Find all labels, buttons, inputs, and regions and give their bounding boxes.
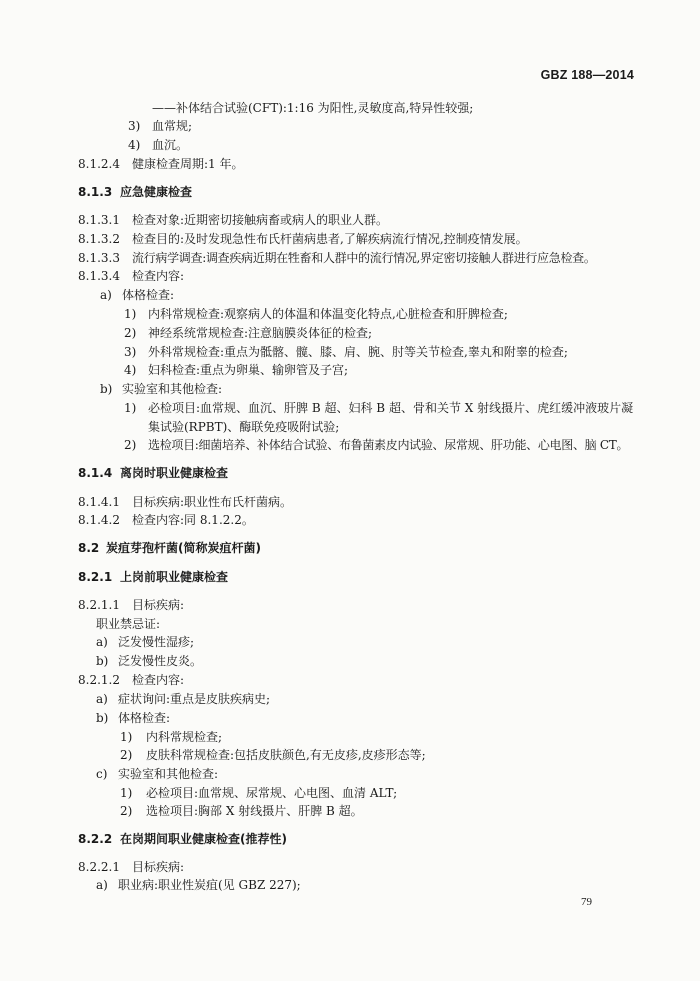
clause bbox=[78, 512, 254, 528]
item-letter: c) bbox=[96, 767, 108, 781]
clause-text: 流行病学调查:调查疾病近期在牲畜和人群中的流行情况,界定密切接触人群进行应急检查。 bbox=[132, 251, 596, 265]
list-item-continuation bbox=[148, 419, 339, 435]
item-text: 选检项目:细菌培养、补体结合试验、布鲁菌素皮内试验、尿常规、肝功能、心电图、脑 CT。 bbox=[148, 438, 629, 452]
clause bbox=[78, 231, 528, 247]
section-title: 应急健康检查 bbox=[120, 185, 193, 199]
item-letter: a) bbox=[96, 635, 108, 649]
clause-text: 目标疾病:职业性布氏杆菌病。 bbox=[132, 495, 293, 509]
item-number: 2) bbox=[120, 748, 133, 762]
item-text: 血沉。 bbox=[152, 138, 189, 152]
section-number: 8.1.3 bbox=[78, 185, 113, 199]
item-letter: b) bbox=[96, 711, 109, 725]
clause-number: 8.1.4.1 bbox=[78, 495, 120, 509]
section-number: 8.2.2 bbox=[78, 832, 113, 846]
clause bbox=[78, 859, 184, 875]
item-number: 2) bbox=[120, 804, 133, 818]
clause-number: 8.1.2.4 bbox=[78, 157, 120, 171]
clause bbox=[78, 597, 184, 613]
item-number: 3) bbox=[124, 345, 137, 359]
clause-text: 检查目的:及时发现急性布氏杆菌病患者,了解疾病流行情况,控制疫情发展。 bbox=[132, 232, 528, 246]
clause bbox=[78, 672, 184, 688]
section-title: 在岗期间职业健康检查(推荐性) bbox=[120, 832, 287, 846]
page-number: 79 bbox=[581, 896, 592, 908]
item-text: 泛发慢性湿疹; bbox=[118, 635, 195, 649]
list-item bbox=[120, 729, 222, 745]
item-text: 症状询问:重点是皮肤疾病史; bbox=[118, 692, 271, 706]
item-number: 4) bbox=[128, 138, 141, 152]
clause-text: 检查内容: bbox=[132, 673, 185, 687]
list-item bbox=[96, 710, 170, 726]
item-text: 皮肤科常规检查:包括皮肤颜色,有无皮疹,皮疹形态等; bbox=[146, 748, 426, 762]
item-text: 集试验(RPBT)、酶联免疫吸附试验; bbox=[148, 420, 340, 434]
item-number: 2) bbox=[124, 438, 137, 452]
item-text: 泛发慢性皮炎。 bbox=[118, 654, 203, 668]
item-number: 4) bbox=[124, 363, 137, 377]
clause bbox=[78, 268, 184, 284]
section-title: 离岗时职业健康检查 bbox=[120, 466, 229, 480]
item-letter: a) bbox=[100, 288, 112, 302]
item-number: 1) bbox=[120, 786, 133, 800]
item-text: 血常规; bbox=[152, 119, 193, 133]
clause-text: 健康检查周期:1 年。 bbox=[132, 157, 244, 171]
section-number: 8.2.1 bbox=[78, 570, 113, 584]
item-number: 2) bbox=[124, 326, 137, 340]
list-item bbox=[96, 634, 194, 650]
list-item bbox=[120, 747, 426, 763]
item-text: 必检项目:血常规、血沉、肝脾 B 超、妇科 B 超、骨和关节 X 射线摄片、虎红缓冲液玻片凝 bbox=[148, 401, 634, 415]
clause-number: 8.2.2.1 bbox=[78, 860, 120, 874]
section-title: 上岗前职业健康检查 bbox=[120, 570, 229, 584]
list-item bbox=[124, 344, 568, 360]
list-item bbox=[120, 803, 363, 819]
clause-text: 检查内容:同 8.1.2.2。 bbox=[132, 513, 254, 527]
item-number: 3) bbox=[128, 119, 141, 133]
section-heading bbox=[78, 465, 228, 481]
section-heading bbox=[78, 831, 287, 847]
clause-number: 8.1.3.3 bbox=[78, 251, 120, 265]
item-letter: a) bbox=[96, 878, 108, 892]
chapter-heading bbox=[78, 540, 261, 556]
list-item bbox=[96, 653, 202, 669]
item-text: 内科常规检查:观察病人的体温和体温变化特点,心脏检查和肝脾检查; bbox=[148, 307, 508, 321]
list-item bbox=[124, 306, 508, 322]
clause-number: 8.2.1.2 bbox=[78, 673, 120, 687]
list-item bbox=[100, 287, 174, 303]
section-title: 炭疽芽孢杆菌(简称炭疽杆菌) bbox=[106, 541, 261, 555]
item-text: 神经系统常规检查:注意脑膜炎体征的检查; bbox=[148, 326, 373, 340]
item-number: 1) bbox=[120, 730, 133, 744]
clause-number: 8.1.3.2 bbox=[78, 232, 120, 246]
line-text: 职业禁忌证: bbox=[96, 617, 161, 631]
section-number: 8.1.4 bbox=[78, 466, 113, 480]
list-item bbox=[124, 362, 348, 378]
line-text: ——补体结合试验(CFT):1:16 为阳性,灵敏度高,特异性较强; bbox=[152, 101, 474, 115]
item-text: 实验室和其他检查: bbox=[118, 767, 219, 781]
item-text: 实验室和其他检查: bbox=[122, 382, 223, 396]
clause-text: 目标疾病: bbox=[132, 860, 185, 874]
section-heading bbox=[78, 569, 228, 585]
item-letter: b) bbox=[96, 654, 109, 668]
list-item bbox=[96, 691, 270, 707]
item-text: 妇科检查:重点为卵巢、输卵管及子宫; bbox=[148, 363, 349, 377]
item-number: 1) bbox=[124, 307, 137, 321]
clause-text: 检查对象:近期密切接触病畜或病人的职业人群。 bbox=[132, 213, 389, 227]
clause-text: 检查内容: bbox=[132, 269, 185, 283]
clause-text: 目标疾病: bbox=[132, 598, 185, 612]
list-item bbox=[100, 381, 222, 397]
item-text: 体格检查: bbox=[122, 288, 175, 302]
clause bbox=[78, 212, 388, 228]
list-item bbox=[124, 437, 628, 453]
item-text: 外科常规检查:重点为骶髂、髋、膝、肩、腕、肘等关节检查,睾丸和附睾的检查; bbox=[148, 345, 568, 359]
item-letter: a) bbox=[96, 692, 108, 706]
list-item bbox=[120, 785, 397, 801]
standard-code-header: GBZ 188—2014 bbox=[540, 68, 634, 82]
list-item bbox=[124, 325, 372, 341]
list-item bbox=[124, 400, 633, 416]
item-text: 选检项目:胸部 X 射线摄片、肝脾 B 超。 bbox=[146, 804, 363, 818]
clause bbox=[78, 156, 244, 172]
section-number: 8.2 bbox=[78, 541, 100, 555]
item-number: 1) bbox=[124, 401, 137, 415]
list-item bbox=[96, 877, 301, 893]
item-text: 体格检查: bbox=[118, 711, 171, 725]
clause-number: 8.2.1.1 bbox=[78, 598, 120, 612]
item-text: 内科常规检查; bbox=[146, 730, 223, 744]
list-item bbox=[128, 137, 188, 153]
text-line bbox=[96, 616, 160, 632]
clause-number: 8.1.4.2 bbox=[78, 513, 120, 527]
item-text: 必检项目:血常规、尿常规、心电图、血清 ALT; bbox=[146, 786, 398, 800]
clause-number: 8.1.3.4 bbox=[78, 269, 120, 283]
item-text: 职业病:职业性炭疽(见 GBZ 227); bbox=[118, 878, 301, 892]
clause bbox=[78, 250, 596, 266]
clause bbox=[78, 494, 292, 510]
item-letter: b) bbox=[100, 382, 113, 396]
clause-number: 8.1.3.1 bbox=[78, 213, 120, 227]
list-item bbox=[96, 766, 218, 782]
text-line bbox=[152, 100, 473, 116]
list-item bbox=[128, 118, 192, 134]
section-heading bbox=[78, 184, 192, 200]
